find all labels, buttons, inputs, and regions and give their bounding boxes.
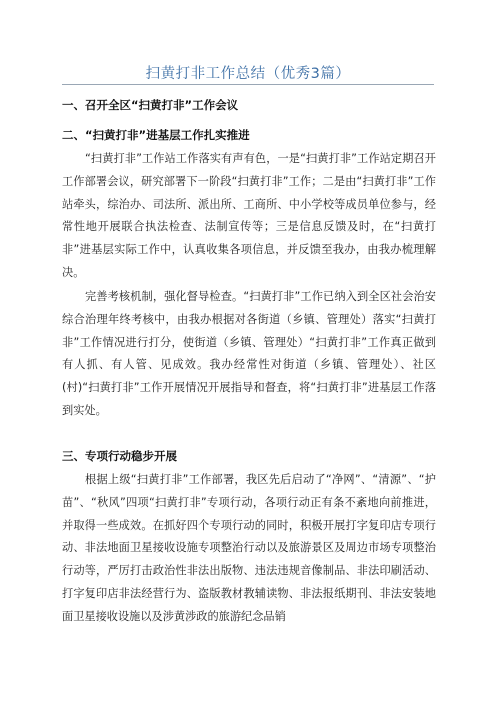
title-divider	[62, 84, 434, 85]
section-heading-2: 二、“扫黄打非”进基层工作扎实推进	[62, 128, 250, 142]
body-paragraph-1: “扫黄打非”工作站工作落实有声有色，一是“扫黄打非”工作站定期召开工作部署会议，研究部署下一阶段“扫黄打非”工作；二是由“扫黄打非”工作站牵头，综治办、司法所、派出所、工商所、中小学校等成员单位参与，经常性地开展联合执法检查、法制宣传等；三是信息反馈及时，在“扫黄打非”进基层实际工作中，认真收集各项信息，并反馈至我办，由我办梳理解决。	[62, 152, 436, 279]
document-title: 扫黄打非工作总结（优秀3篇）	[145, 66, 351, 82]
body-paragraph-3: 根据上级“扫黄打非”工作部署，我区先后启动了“净网”、“清源”、“护苗”、“秋风”四项“扫黄打非”专项行动，各项行动正有条不紊地向前推进，并取得一些成效。在抓好四个专项行动的同时，积极开展打字复印店专项行动、非法地面卫星接收设施专项整治行动以及旅游景区及周边市场专项整治行动等，严厉打击政治性非法出版物、违法违规音像制品、非法印刷活动、打字复印店非法经营行为、盗版教材教辅读物、非法报纸期刊、非法安装地面卫星接收设施以及涉黄涉政的旅游纪念品销	[62, 473, 436, 623]
body-paragraph-2: 完善考核机制，强化督导检查。“扫黄打非”工作已纳入到全区社会治安综合治理年终考核中，由我办根据对各街道（乡镇、管理处）落实“扫黄打非”工作情况进行打分，使街道（乡镇、管理处）“扫黄打非”工作真正做到有人抓、有人管、见成效。我办经常性对街道（乡镇、管理处）、社区(村)“扫黄打非”工作开展情况开展指导和督查，将“扫黄打非”进基层工作落到实处。	[62, 290, 436, 417]
section-heading-3: 三、专项行动稳步开展	[62, 449, 177, 463]
section-heading-1: 一、召开全区“扫黄打非”工作会议	[62, 98, 239, 112]
